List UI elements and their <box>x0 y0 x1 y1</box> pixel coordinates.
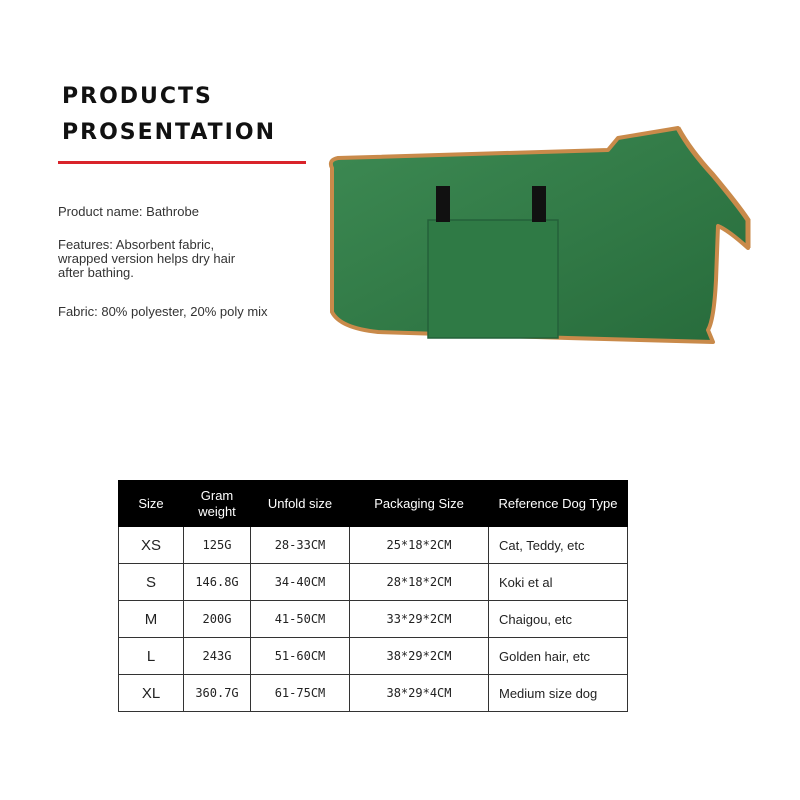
cell-size: XL <box>119 675 184 712</box>
cell-packaging: 38*29*4CM <box>350 675 489 712</box>
size-table <box>118 480 628 712</box>
cell-reference: Medium size dog <box>489 675 628 712</box>
cell-reference: Koki et al <box>489 564 628 601</box>
table-row <box>119 527 628 564</box>
table-row <box>119 564 628 601</box>
title-underline <box>58 161 306 164</box>
table-row <box>119 675 628 712</box>
header-unfold-size: Unfold size <box>251 481 350 527</box>
cell-packaging: 28*18*2CM <box>350 564 489 601</box>
title-line-1: PRODUCTS <box>62 84 213 109</box>
header-size: Size <box>119 481 184 527</box>
cell-unfold: 51-60CM <box>251 638 350 675</box>
cell-unfold: 61-75CM <box>251 675 350 712</box>
bathrobe-image <box>318 120 800 360</box>
cell-gram: 200G <box>184 601 251 638</box>
cell-size: M <box>119 601 184 638</box>
cell-gram: 360.7G <box>184 675 251 712</box>
robe-pocket <box>428 220 558 338</box>
cell-size: L <box>119 638 184 675</box>
cell-gram: 146.8G <box>184 564 251 601</box>
header-packaging-size: Packaging Size <box>350 481 489 527</box>
strap-right <box>532 186 546 222</box>
cell-gram: 125G <box>184 527 251 564</box>
cell-unfold: 34-40CM <box>251 564 350 601</box>
cell-reference: Cat, Teddy, etc <box>489 527 628 564</box>
strap-left <box>436 186 450 222</box>
cell-size: S <box>119 564 184 601</box>
header-reference-dog-type: Reference Dog Type <box>489 481 628 527</box>
table-header-row <box>119 481 628 527</box>
product-fabric: Fabric: 80% polyester, 20% poly mix <box>58 304 268 319</box>
product-name: Product name: Bathrobe <box>58 204 199 219</box>
cell-unfold: 41-50CM <box>251 601 350 638</box>
cell-gram: 243G <box>184 638 251 675</box>
cell-size: XS <box>119 527 184 564</box>
title-line-2: PROSENTATION <box>62 120 276 145</box>
header-gram-weight: Gram weight <box>184 481 251 527</box>
product-features: Features: Absorbent fabric, wrapped version helps dry hair after bathing. <box>58 237 236 280</box>
cell-reference: Golden hair, etc <box>489 638 628 675</box>
table-row <box>119 601 628 638</box>
cell-unfold: 28-33CM <box>251 527 350 564</box>
cell-packaging: 33*29*2CM <box>350 601 489 638</box>
table-row <box>119 638 628 675</box>
cell-reference: Chaigou, etc <box>489 601 628 638</box>
cell-packaging: 38*29*2CM <box>350 638 489 675</box>
cell-packaging: 25*18*2CM <box>350 527 489 564</box>
